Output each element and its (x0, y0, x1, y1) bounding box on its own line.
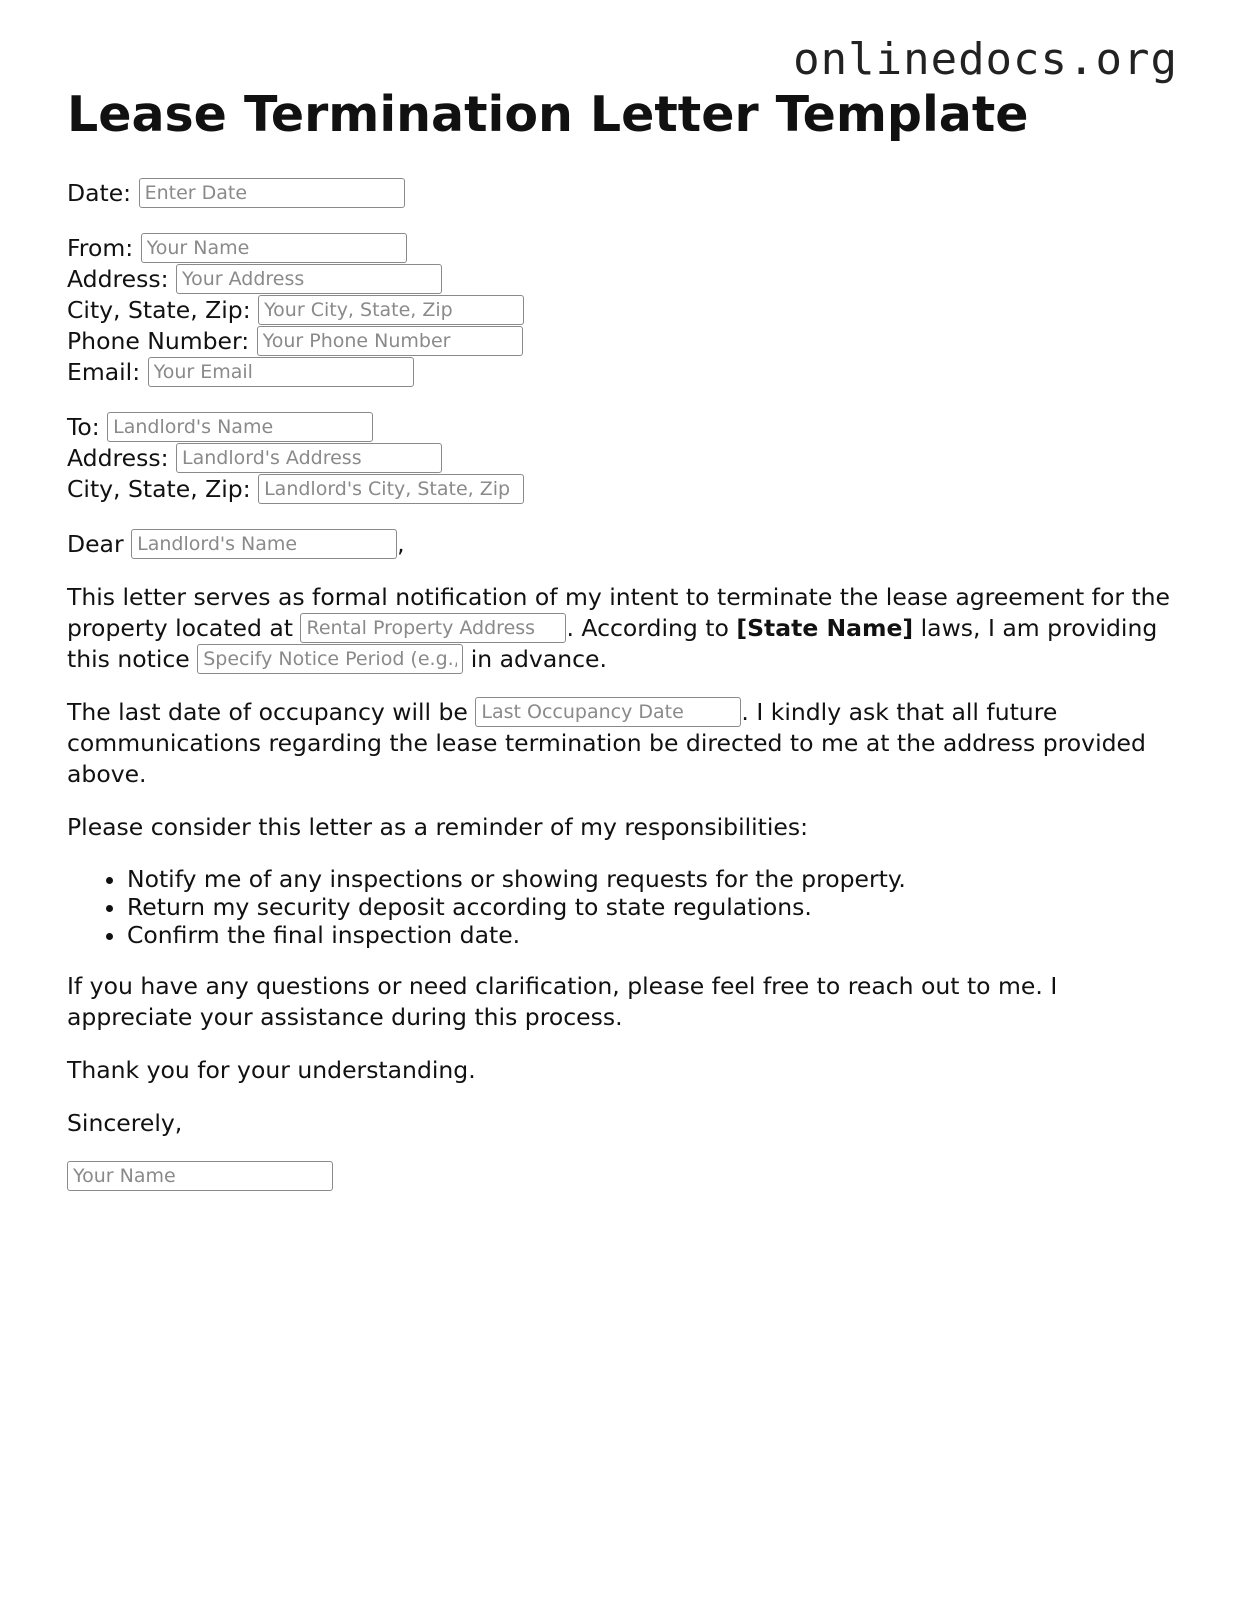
recipient-section (67, 412, 1177, 505)
notice-text-1: This letter serves as formal notification of my intent to terminate the lease agreement for the property located at (67, 583, 1171, 642)
salutation-name-input[interactable] (131, 529, 397, 559)
recipient-address-label: Address: (67, 444, 169, 472)
dear-text: Dear (67, 530, 124, 558)
to-label: To: (67, 413, 100, 441)
closing: Sincerely, (67, 1109, 183, 1137)
date-label: Date: (67, 179, 132, 207)
sender-section (67, 233, 1177, 388)
sender-address-input[interactable] (176, 264, 442, 294)
date-section (67, 178, 1177, 209)
list-item: • Notify me of any inspections or showing requests for the property. (127, 865, 1177, 893)
recipient-address-row (67, 443, 1177, 474)
sender-name-input[interactable] (141, 233, 407, 263)
date-input[interactable] (139, 178, 405, 208)
watermark: onlinedocs.org (793, 34, 1178, 85)
salutation (67, 529, 1177, 560)
occupancy-text-2: . I kindly ask that all future communications regarding the lease termination be directed to me at the address provided above. (67, 698, 1146, 788)
sender-phone-input[interactable] (257, 326, 523, 356)
sender-name-row (67, 233, 1177, 264)
sender-city-input[interactable] (258, 295, 524, 325)
page-title: Lease Termination Letter Template (67, 86, 1029, 143)
signature-section (67, 1161, 1177, 1192)
notice-period-input[interactable] (197, 644, 463, 674)
sender-phone-row (67, 326, 1177, 357)
notice-paragraph (67, 582, 1177, 675)
list-item: • Confirm the final inspection date. (127, 921, 1177, 949)
sender-email-row (67, 357, 1177, 388)
state-name: [State Name] (736, 614, 914, 642)
responsibilities-list (67, 865, 1177, 949)
recipient-city-input[interactable] (258, 474, 524, 504)
list-item: • Return my security deposit according to state regulations. (127, 893, 1177, 921)
sender-address-row (67, 264, 1177, 295)
sender-address-label: Address: (67, 265, 169, 293)
notice-text-2: . According to (566, 614, 729, 642)
sender-email-input[interactable] (148, 357, 414, 387)
last-occupancy-date-input[interactable] (475, 697, 741, 727)
salutation-comma: , (397, 530, 405, 558)
recipient-address-input[interactable] (176, 443, 442, 473)
letter (67, 86, 1177, 1192)
from-label: From: (67, 234, 134, 262)
sender-email-label: Email: (67, 358, 141, 386)
property-address-input[interactable] (300, 613, 566, 643)
signature-name-input[interactable] (67, 1161, 333, 1191)
questions-paragraph: If you have any questions or need clarification, please feel free to reach out to me. I appreciate your assistance during this process. (67, 972, 1058, 1031)
sender-city-row (67, 295, 1177, 326)
recipient-name-input[interactable] (107, 412, 373, 442)
recipient-city-row (67, 474, 1177, 505)
thanks-paragraph: Thank you for your understanding. (67, 1056, 476, 1084)
occupancy-paragraph (67, 697, 1177, 790)
sender-city-label: City, State, Zip: (67, 296, 251, 324)
sender-phone-label: Phone Number: (67, 327, 250, 355)
responsibilities-intro: Please consider this letter as a reminder of my responsibilities: (67, 813, 809, 841)
date-row (67, 178, 1177, 209)
recipient-city-label: City, State, Zip: (67, 475, 251, 503)
notice-text-3: laws, I am providing this notice (67, 614, 1158, 673)
notice-text-4: in advance. (470, 645, 607, 673)
occupancy-text-1: The last date of occupancy will be (67, 698, 468, 726)
recipient-name-row (67, 412, 1177, 443)
